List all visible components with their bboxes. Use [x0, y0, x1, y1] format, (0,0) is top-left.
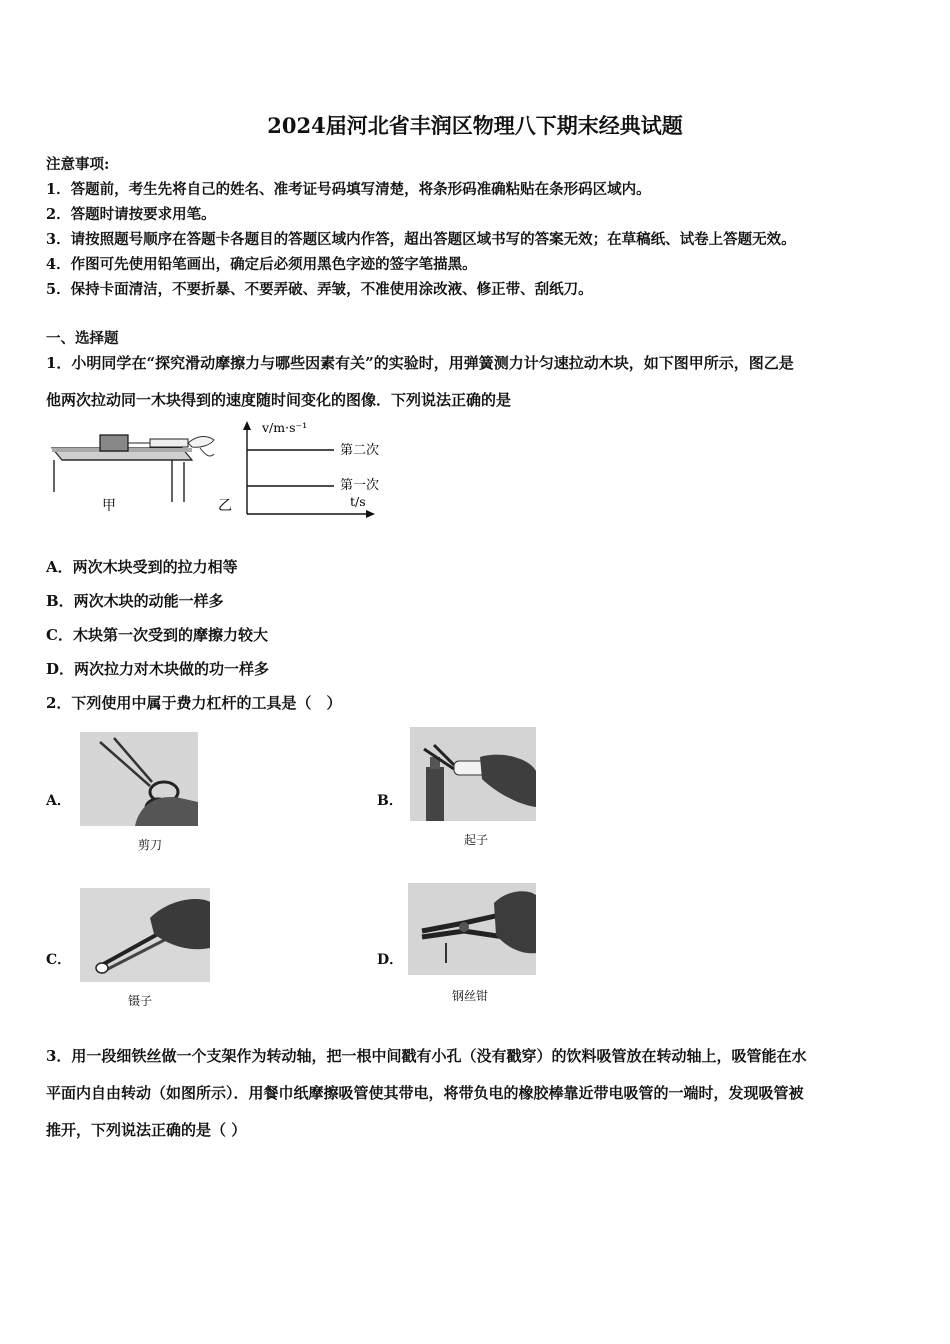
q2-stem: 2．下列使用中属于费力杠杆的工具是（ ） — [46, 694, 342, 712]
q1-option-b: B．两次木块的动能一样多 — [46, 592, 224, 610]
notice-item: 4．作图可先使用铅笔画出，确定后必须用黑色字迹的签字笔描黑。 — [46, 256, 477, 273]
q2-option-c-caption: 镊子 — [128, 994, 153, 1008]
q2-option-b-letter: B． — [377, 793, 403, 809]
series-label-first: 第一次 — [340, 478, 380, 493]
notice-item: 3．请按照题号顺序在答题卡各题目的答题区域内作答，超出答题区域书写的答案无效；在草稿纸、试卷上答题无效。 — [46, 231, 796, 248]
figure-label-yi: 乙 — [218, 498, 232, 514]
q2-option-a-letter: A． — [46, 793, 71, 809]
q2-option-d-caption: 钢丝钳 — [452, 989, 489, 1003]
pliers-photo — [408, 883, 536, 975]
notice-item: 2．答题时请按要求用笔。 — [46, 206, 216, 223]
q2-option-c-letter: C． — [46, 952, 72, 968]
notice-item: 1．答题前，考生先将自己的姓名、准考证号码填写清楚，将条形码准确粘贴在条形码区域内。 — [46, 181, 651, 198]
page-title: 2024届河北省丰润区物理八下期末经典试题 — [267, 113, 683, 138]
q3-stem-line1: 3．用一段细铁丝做一个支架作为转动轴，把一根中间戳有小孔（没有戳穿）的饮料吸管放在转动轴上，吸管能在水 — [46, 1047, 807, 1065]
q1-stem-line1: 1．小明同学在“探究滑动摩擦力与哪些因素有关”的实验时，用弹簧测力计匀速拉动木块，如下图甲所示，图乙是 — [46, 354, 794, 372]
tweezers-photo — [80, 888, 210, 982]
q3-stem-line3: 推开，下列说法正确的是（ ） — [46, 1121, 247, 1139]
q1-option-d: D．两次拉力对木块做的功一样多 — [46, 660, 270, 678]
q1-option-c: C．木块第一次受到的摩擦力较大 — [46, 626, 268, 644]
q2-option-b-caption: 起子 — [464, 833, 489, 847]
figure-label-jia: 甲 — [102, 498, 116, 514]
q1-option-a: A．两次木块受到的拉力相等 — [46, 558, 238, 576]
series-label-second: 第二次 — [340, 443, 380, 458]
x-axis-label: t/s — [350, 494, 366, 509]
scissors-photo — [80, 732, 198, 826]
notice-heading: 注意事项: — [46, 156, 110, 173]
y-axis-label: v/m·s⁻¹ — [262, 420, 308, 435]
q3-stem-line2: 平面内自由转动（如图所示）．用餐巾纸摩擦吸管使其带电，将带负电的橡胶棒靠近带电吸管的一端时，发现吸管被 — [46, 1084, 804, 1102]
section-heading: 一、选择题 — [46, 330, 119, 347]
q1-figure — [50, 418, 410, 518]
notice-item: 5．保持卡面清洁，不要折暴、不要弄破、弄皱，不准使用涂改液、修正带、刮纸刀。 — [46, 281, 593, 298]
q2-option-a-caption: 剪刀 — [138, 838, 163, 852]
q1-stem-line2: 他两次拉动同一木块得到的速度随时间变化的图像．下列说法正确的是 — [46, 391, 512, 409]
bottle-opener-photo — [410, 727, 536, 821]
q2-option-d-letter: D． — [377, 952, 404, 968]
